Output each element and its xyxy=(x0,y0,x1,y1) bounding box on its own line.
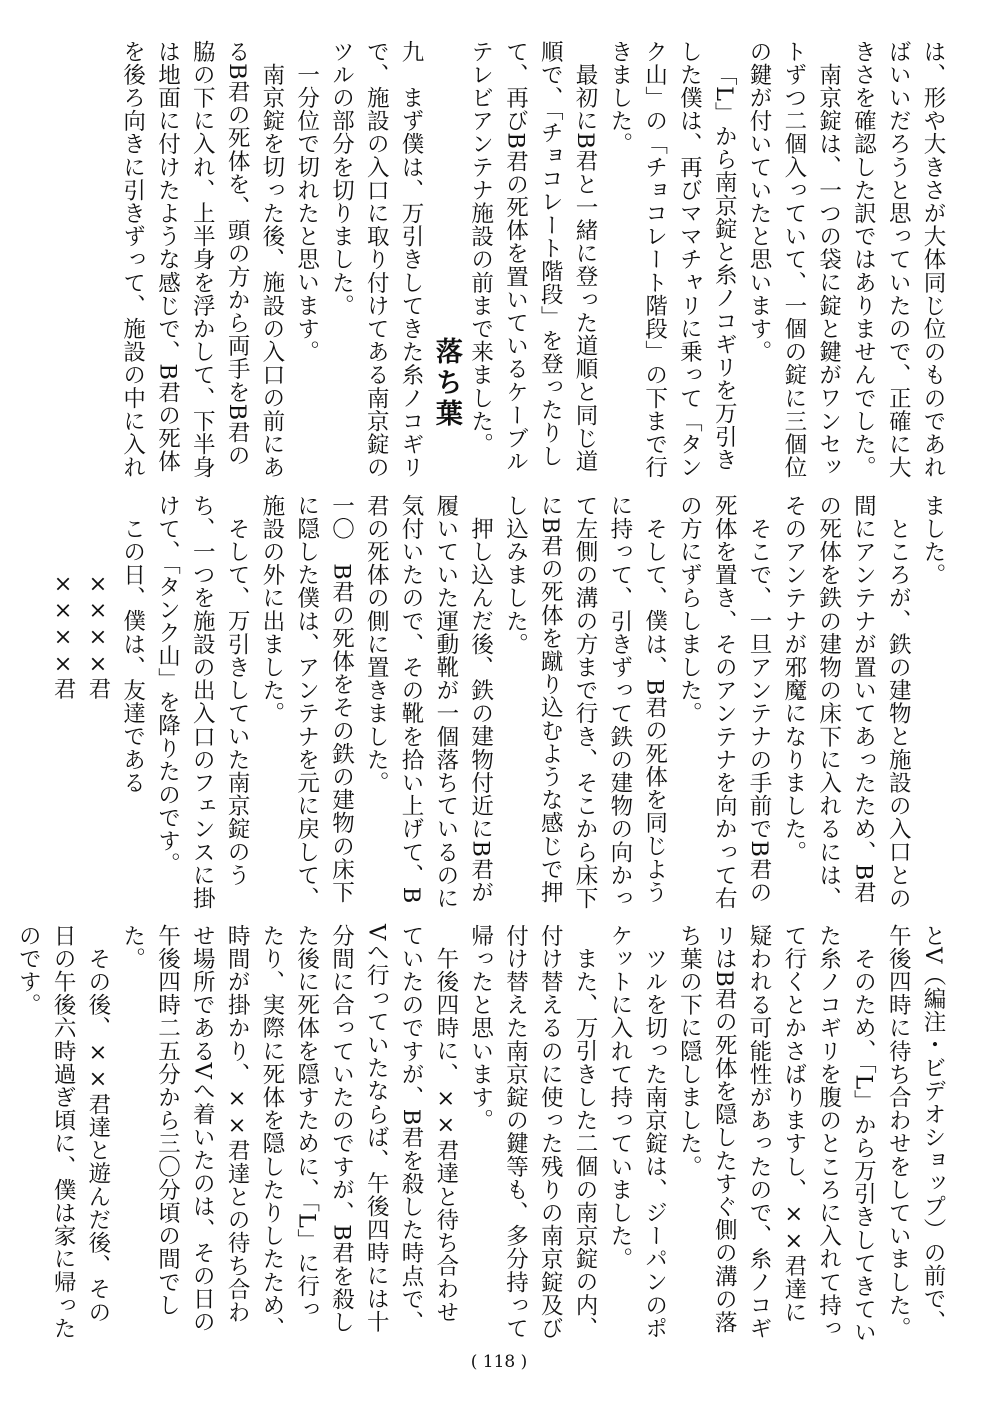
paragraph: 午後四時に、××君達と待ち合わせていたのですが、B君を殺した時点で、Vへ行っていたならば、午後四時には十分間に合っていたのですが、B君を殺した後に死体を隠すために、「L」に行ったり、実際に死体を隠したりしたため、時間が掛かり、××君達との待ち合わせ場所であるVへ着いたのは、その日の午後四時二五分から三〇分頃の間でした。 xyxy=(119,924,459,1340)
paragraph: ツルを切った南京錠は、ジーパンのポケットに入れて持っていました。 xyxy=(606,924,668,1340)
text-tier-upper xyxy=(45,40,950,480)
paragraph: 「L」から南京錠と糸ノコギリを万引きした僕は、再びママチャリに乗って「タンク山」の「チョコレート階段」の下まで行きました。 xyxy=(606,40,738,479)
paragraph: ました。 xyxy=(920,494,946,587)
paragraph: また、万引きした二個の南京錠の内、付け替えるのに使った残りの南京錠及び付け替えた南京錠の鍵等も、多分持って帰ったと思います。 xyxy=(467,924,599,1340)
paragraph: とV（編注・ビデオショップ）の前で、午後四時に待ち合わせをしていました。 xyxy=(885,924,946,1340)
page-number: ( 118 ) xyxy=(470,1352,528,1372)
paragraph: 一分位で切れたと思います。 xyxy=(293,62,320,363)
name-redacted: ××××君 xyxy=(84,570,111,700)
paragraph: 九 まず僕は、万引きしてきた糸ノコギリで、施設の入口に取り付けてある南京錠のツルの部分を切りました。 xyxy=(328,40,425,479)
paragraph: そして、万引きしていた南京錠のうち、一つを施設の出入口のフェンスに掛けて、「タンク山」を降りたのです。 xyxy=(154,494,251,910)
paragraph: 最初にB君と一緒に登った道順と同じ道順で、「チョコレート階段」を登ったりして、再びB君の死体を置いているケーブルテレビアンテナ施設の前まで来ました。 xyxy=(467,40,599,473)
text-tier-lower xyxy=(15,924,950,1344)
paragraph: そのため、「L」から万引きしてきていた糸ノコギリを腹のところに入れて持って行くとかさばりますし、××君達に疑われる可能性があったので、糸ノコギリはB君の死体を隠したすぐ側の溝の落ち葉の下に隠しました。 xyxy=(676,924,877,1344)
paragraph: その後、××君達と遊んだ後、その日の午後六時過ぎ頃に、僕は家に帰ったのです。 xyxy=(15,924,111,1340)
paragraph: は、形や大きさが大体同じ位のものであればいいだろうと思っていたので、正確に大きさを確認した訳ではありませんでした。 xyxy=(850,40,946,479)
paragraph: そして、僕は、B君の死体を同じように持って、引きずって鉄の建物の向かって左側の溝の方まで行き、そこから床下にB君の死体を蹴り込むような感じで押し込みました。 xyxy=(502,494,668,910)
paragraph: 一〇 B君の死体をその鉄の建物の床下に隠した僕は、アンテナを元に戻して、施設の外に出ました。 xyxy=(258,494,355,910)
paragraph: この日、僕は、友達である xyxy=(119,516,146,794)
name-redacted: ××××君 xyxy=(50,570,77,700)
paragraph: 押し込んだ後、鉄の建物付近にB君が履いていた運動靴が一個落ちているのに気付いたので、その靴を拾い上げて、B君の死体の側に置きました。 xyxy=(363,494,494,910)
text-tier-middle xyxy=(45,494,950,914)
paragraph: 南京錠は、一つの袋に錠と鍵がワンセットずつ二個入っていて、一個の錠に三個位の鍵が付いていたと思います。 xyxy=(746,40,842,479)
section-heading: 落ち葉 xyxy=(430,337,462,430)
paragraph: 南京錠を切った後、施設の入口の前にあるB君の死体を、頭の方から両手をB君の脇の下に入れ、上半身を浮かして、下半身は地面に付けたような感じで、B君の死体を後ろ向きに引きずって、施設の中に入れ xyxy=(119,40,285,479)
paragraph: ところが、鉄の建物と施設の入口との間にアンテナが置いてあったため、B君の死体を鉄の建物の床下に入れるには、そのアンテナが邪魔になりました。 xyxy=(780,494,912,910)
paragraph: そこで、一旦アンテナの手前でB君の死体を置き、そのアンテナを向かって右の方にずらしました。 xyxy=(676,494,773,910)
